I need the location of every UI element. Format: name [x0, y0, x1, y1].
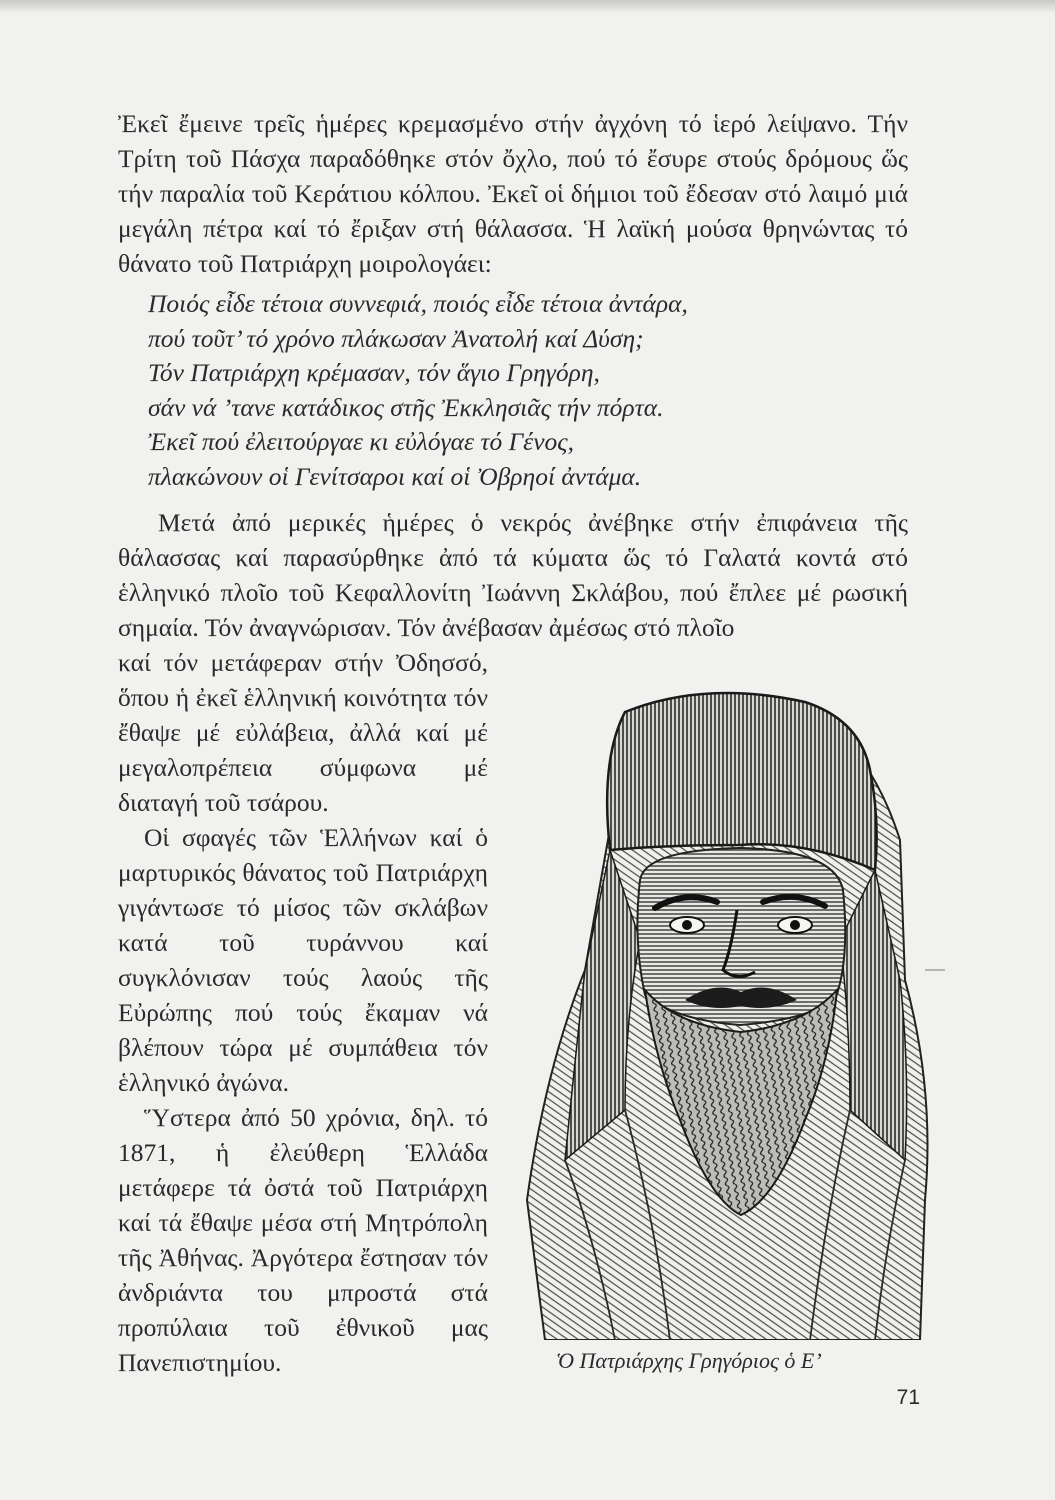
poem-line: Τόν Πατριάρχη κρέμασαν, τόν ἅγιο Γρηγόρη,: [148, 358, 600, 387]
patriarch-portrait-engraving: [505, 640, 945, 1340]
poem-line: σάν νά ’τανε κατάδικος στῆς Ἐκκλησιᾶς τήν πόρτα.: [148, 392, 664, 422]
right-pupil: [790, 920, 800, 930]
poem-line: πού τοῦτ’ τό χρόνο πλάκωσαν Ἀνατολή καί Δύση;: [148, 323, 644, 353]
portrait-caption: Ὁ Πατριάρχης Γρηγόριος ὁ Ε’: [556, 1348, 822, 1373]
paragraph-europe-reaction: Οἱ σφαγές τῶν Ἑλλήνων καί ὁ μαρτυρικός θάνατος τοῦ Πατριάρχη γιγάντωσε τό μίσος τῶν σκλάβων κατά τοῦ τυράννου καί συγκλόνισαν τούς λαούς τῆς Εὐρώπης πού τούς ἔκαμαν νά βλέπουν τώρα μέ συμπάθεια τόν ἑλληνικό ἀγώνα.: [118, 823, 488, 1097]
paragraph-athens-reburial: Ὕστερα ἀπό 50 χρόνια, δηλ. τό 1871, ἡ ἐλεύθερη Ἑλλάδα μετάφερε τά ὀστά τοῦ Πατριάρχη καί τά ἔθαψε μέσα στή Μητρόπολη τῆς Ἀθήνας. Ἀργότερα ἔστησαν τόν ἀνδριάντα του μπροστά στά προπύλαια τοῦ ἐθνικοῦ μας Πανεπιστημίου.: [118, 1103, 488, 1377]
page-number: 71: [896, 1386, 920, 1409]
hat: [607, 693, 877, 870]
poem-line: πλακώνουν οἱ Γενίτσαροι καί οἱ Ὀβρηοί ἀντάμα.: [148, 461, 642, 491]
left-pupil: [682, 920, 692, 930]
paragraph-relic: Ἐκεῖ ἔμεινε τρεῖς ἡμέρες κρεμασμένο στήν ἀγχόνη τό ἱερό λείψανο. Τήν Τρίτη τοῦ Πάσχα παραδόθηκε στόν ὄχλο, πού τό ἔσυρε στούς δρόμους ὥς τήν παραλία τοῦ Κεράτιου κόλπου. Ἐκεῖ οἱ δήμιοι τοῦ ἔδεσαν στό λαιμό μιά μεγάλη πέτρα καί τό ἔριξαν στή θάλασσα. Ἡ λαϊκή μούσα θρηνώντας τό θάνατο τοῦ Πατριάρχη μοιρολογάει:: [118, 109, 908, 278]
poem-line: Ποιός εἶδε τέτοια συννεφιά, ποιός εἶδε τέτοια ἀντάρα,: [148, 289, 688, 318]
lament-poem: [148, 287, 908, 494]
text-column-left: [118, 645, 488, 1380]
paragraph-body-found: Μετά ἀπό μερικές ἡμέρες ὁ νεκρός ἀνέβηκε στήν ἐπιφάνεια τῆς θάλασσας καί παρασύρθηκε ἀπό τά κύματα ὥς τό Γαλατά κοντά στό ἑλληνικό πλοῖο τοῦ Κεφαλλονίτη Ἰωάννη Σκλάβου, πού ἔπλεε μέ ρωσική σημαία. Τόν ἀναγνώρισαν. Τόν ἀνέβασαν ἀμέσως στό πλοῖο: [118, 508, 908, 642]
paragraph-odessa-burial: καί τόν μετάφεραν στήν Ὀδησσό, ὅπου ἡ ἐκεῖ ἑλληνική κοινότητα τόν ἔθαψε μέ εὐλάβεια, ἀλλά καί μέ μεγαλοπρέπεια σύμφωνα μέ διαταγή τοῦ τσάρου.: [118, 648, 488, 817]
poem-line: Ἐκεῖ πού ἐλειτούργαε κι εὐλόγαε τό Γένος,: [148, 427, 575, 456]
